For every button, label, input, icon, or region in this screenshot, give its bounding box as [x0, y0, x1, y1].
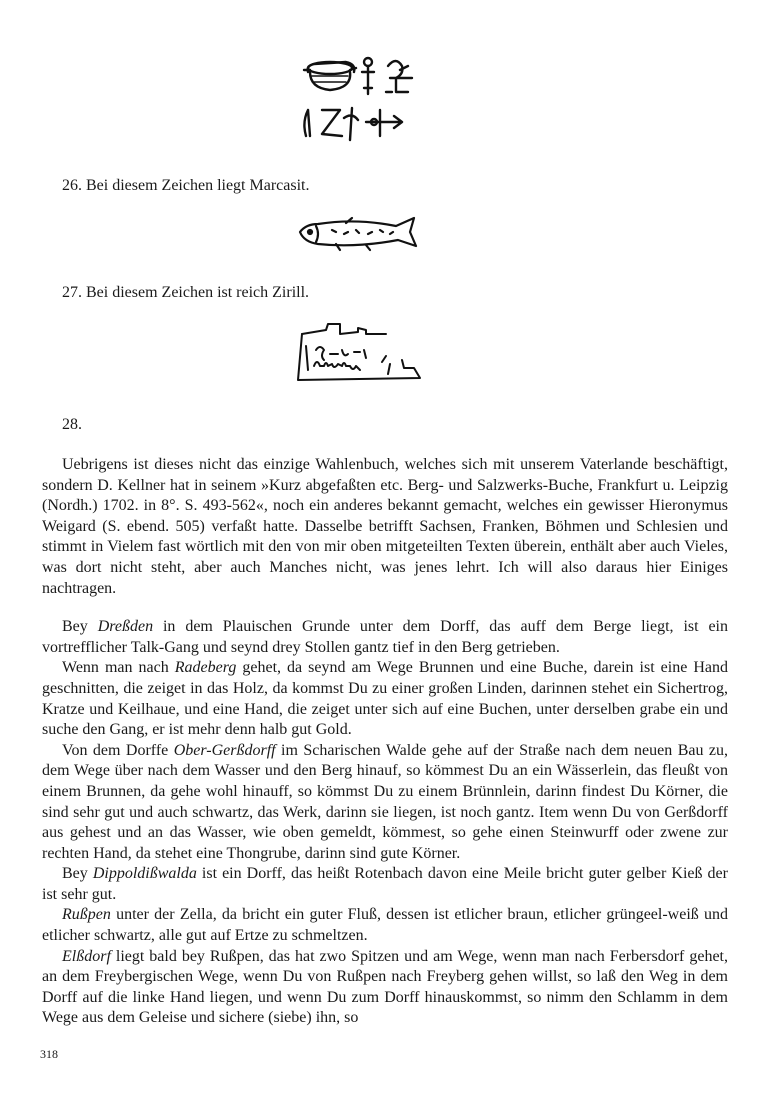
place-name: Dreßden	[97, 618, 154, 636]
place-name: Radeberg	[174, 659, 237, 677]
sign-28-building-image	[294, 320, 426, 386]
entry-dippoldisswalda: Bey Dippoldißwalda ist ein Dorff, das heißt Rotenbach davon eine Meile bricht guter gelber Kieß der ist sehr gut.	[42, 865, 728, 903]
place-name: Elßdorf	[62, 947, 111, 965]
sign-28-caption: 28.	[62, 416, 82, 433]
place-name: Ober-Gerßdorff	[173, 741, 276, 759]
page-number: 318	[40, 1047, 58, 1061]
entry-russpen: Rußpen unter der Zella, da bricht ein guter Fluß, dessen ist etlicher braun, etlicher grüngeel-weiß und etlicher schwartz, alle gut auf Ertze zu schmeltzen.	[42, 906, 728, 945]
entry-ober-gerssdorff: Von dem Dorffe Ober-Gerßdorff im Scharischen Walde gehe auf der Straße nach dem neuen Bau zu, dem Wege über nach dem Wasser und den Berg hinauf, so kömmest Du an ein Wässerlein, das fleußt von einem Brunnen, da gehe wohl hinauff, so kömmst Du zu einem Brünnlein, darinn findest Du Körner, die sind sehr gut und auch schwartz, das Werk, darinn sie liegen, ist noch gantz. Item wenn Du von Gerßdorff aus gehest und an das Wasser, wie oben gemeldt, kömmest, so gehe einen Steinwurff oder zwene zur rechten Hand, da stehet eine Thongrube, darinn sind gute Körner.	[42, 741, 729, 862]
place-name: Rußpen	[62, 906, 111, 924]
entry-dresden: Bey Dreßden in dem Plauischen Grunde unter dem Dorff, das auff dem Berge liegt, ist ein vortrefflicher Talk-Gang und seynd drey Stollen gantz tief in den Berg getrieben.	[42, 618, 729, 656]
sign-27-fish-image	[296, 214, 420, 254]
sign-26-symbols-image	[296, 52, 424, 148]
entry-elssdorf: Elßdorf liegt bald bey Rußpen, das hat zwo Spitzen und am Wege, wenn man nach Ferbersdorf gehet, an dem Freybergischen Wege, wenn Du von Rußpen nach Freyberg gehen willst, so laß den Weg in dem Dorff auf die linke Hand liegen, und wenn Du zum Dorff hinauskommst, so nimm den Schlamm in dem Wege aus dem Geleise und sichere (siebe) ihn, so	[42, 947, 728, 1027]
sign-26-caption: 26. Bei diesem Zeichen liegt Marcasit.	[62, 177, 310, 194]
entry-radeberg: Wenn man nach Radeberg gehet, da seynd am Wege Brunnen und eine Buche, darein ist eine Hand geschnitten, die zeiget in das Holz, da kommst Du zu einer großen Linden, darinnen stehet ein Sichertrog, Kratze und Keilhaue, und eine Hand, die zeiget unter sich auf eine Buchen, unter derselben grabe ein und suche den Gang, er ist mehr denn halb gut Gold.	[42, 659, 728, 739]
intro-paragraph: Uebrigens ist dieses nicht das einzige Wahlenbuch, welches sich mit unserem Vaterlande beschäftigt, sondern D. Kellner hat in seinem »Kurz abgefaßten etc. Berg- und Salzwerks-Buche, Frankfurt u. Leipzig (Nordh.) 1702. in 8°. S. 493-562«, noch ein anderes bekannt gemacht, welches ein gewisser Hieronymus Weigard (S. ebend. 505) verfaßt hatte. Dasselbe betrifft Sachsen, Franken, Böhmen und Schlesien und stimmt in Vielem fast wörtlich mit den von mir oben mitgeteilten Texten überein, enthält aber auch Vieles, was dort nicht steht, aber auch Manches nicht, was jenes lehrt. Ich will also daraus hier Einiges nachtragen.	[42, 456, 728, 597]
place-name: Dippoldißwalda	[92, 865, 197, 883]
main-text	[42, 455, 728, 1029]
sign-27-caption: 27. Bei diesem Zeichen ist reich Zirill.	[62, 284, 310, 301]
